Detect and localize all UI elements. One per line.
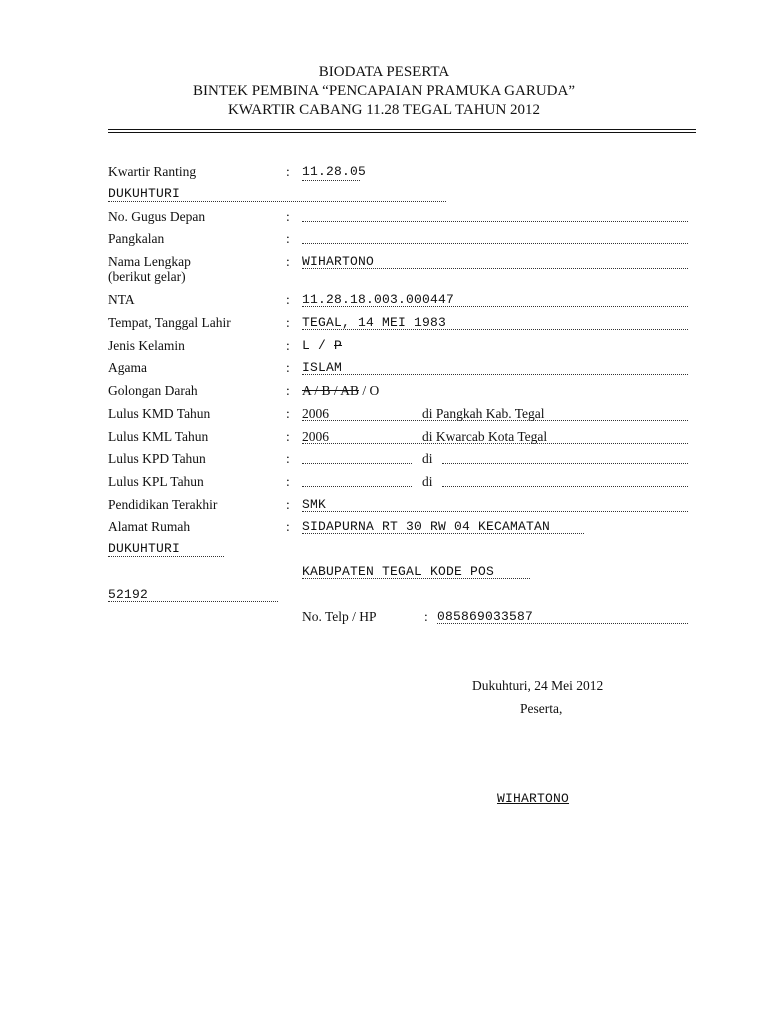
nta-fill [302, 306, 688, 307]
signature-role: Peserta, [520, 701, 563, 716]
telp-fill [437, 623, 688, 624]
gugus-depan-colon: : [286, 209, 290, 224]
pendidikan-value: SMK [302, 497, 327, 512]
kmd-fill [302, 420, 688, 421]
kwartir-ranting-cont-fill [108, 201, 446, 202]
nama-sublabel: (berikut gelar) [108, 269, 186, 284]
kpd-place-fill [442, 463, 688, 464]
gugus-depan-label: No. Gugus Depan [108, 209, 206, 224]
golongan-darah-struck: A / B / AB [302, 383, 360, 398]
telp-label: No. Telp / HP [302, 609, 377, 624]
kml-label: Lulus KML Tahun [108, 429, 209, 444]
header-rule-bottom [108, 132, 696, 133]
kpd-label: Lulus KPD Tahun [108, 451, 206, 466]
kml-place: di Kwarcab Kota Tegal [422, 429, 548, 444]
alamat-postcode-fill [108, 601, 278, 602]
kwartir-ranting-label: Kwartir Ranting [108, 164, 197, 179]
nta-colon: : [286, 292, 290, 307]
nta-label: NTA [108, 292, 135, 307]
agama-colon: : [286, 360, 290, 375]
kmd-label: Lulus KMD Tahun [108, 406, 211, 421]
kml-year: 2006 [302, 429, 329, 444]
alamat-line-2-fill [302, 578, 530, 579]
nta-value: 11.28.18.003.000447 [302, 292, 455, 307]
alamat-continuation-1: DUKUHTURI [108, 541, 181, 556]
jenis-kelamin-option-p: P [334, 338, 343, 353]
jenis-kelamin-option-l: L / [302, 338, 335, 353]
kpl-colon: : [286, 474, 290, 489]
ttl-colon: : [286, 315, 290, 330]
gugus-depan-fill [302, 221, 688, 222]
kpd-colon: : [286, 451, 290, 466]
kmd-colon: : [286, 406, 290, 421]
golongan-darah-selected: / O [359, 383, 380, 398]
kml-colon: : [286, 429, 290, 444]
golongan-darah-value [302, 383, 379, 399]
pendidikan-label: Pendidikan Terakhir [108, 497, 218, 512]
nama-colon: : [286, 254, 290, 269]
kpd-year-fill [302, 463, 412, 464]
pendidikan-fill [302, 511, 688, 512]
kwartir-ranting-value: 11.28.05 [302, 164, 367, 179]
kwartir-ranting-continuation: DUKUHTURI [108, 186, 181, 201]
jenis-kelamin-label: Jenis Kelamin [108, 338, 185, 353]
alamat-line-2: KABUPATEN TEGAL KODE POS [302, 564, 495, 579]
nama-value: WIHARTONO [302, 254, 375, 269]
kmd-place: di Pangkah Kab. Tegal [422, 406, 545, 421]
kmd-year: 2006 [302, 406, 329, 421]
golongan-darah-label: Golongan Darah [108, 383, 198, 398]
signature-place-date: Dukuhturi, 24 Mei 2012 [472, 678, 604, 693]
ttl-value: TEGAL, 14 MEI 1983 [302, 315, 447, 330]
golongan-darah-colon: : [286, 383, 290, 398]
agama-value: ISLAM [302, 360, 343, 375]
telp-value: 085869033587 [437, 609, 534, 624]
kpl-label: Lulus KPL Tahun [108, 474, 204, 489]
kpl-year-fill [302, 486, 412, 487]
pangkalan-fill [302, 243, 688, 244]
jenis-kelamin-colon: : [286, 338, 290, 353]
pendidikan-colon: : [286, 497, 290, 512]
pangkalan-label: Pangkalan [108, 231, 165, 246]
doc-subtitle-2: KWARTIR CABANG 11.28 TEGAL TAHUN 2012 [227, 102, 541, 118]
ttl-fill [302, 329, 688, 330]
ttl-label: Tempat, Tanggal Lahir [108, 315, 231, 330]
alamat-label: Alamat Rumah [108, 519, 191, 534]
alamat-colon: : [286, 519, 290, 534]
agama-label: Agama [108, 360, 147, 375]
kpd-di: di [422, 451, 433, 466]
signature-name: WIHARTONO [497, 791, 570, 806]
pangkalan-colon: : [286, 231, 290, 246]
nama-label: Nama Lengkap [108, 254, 191, 269]
header-rule-top [108, 129, 696, 130]
doc-subtitle: BINTEK PEMBINA “PENCAPAIAN PRAMUKA GARUDA” [193, 83, 575, 99]
alamat-cont-1-fill [108, 556, 224, 557]
alamat-postcode: 52192 [108, 587, 149, 602]
kpl-di: di [422, 474, 433, 489]
jenis-kelamin-value [302, 338, 342, 354]
agama-fill [302, 374, 688, 375]
nama-fill [302, 268, 688, 269]
alamat-line-1: SIDAPURNA RT 30 RW 04 KECAMATAN [302, 519, 551, 534]
kwartir-ranting-colon: : [286, 164, 290, 179]
kwartir-ranting-fill [302, 180, 360, 181]
doc-title: BIODATA PESERTA [318, 64, 450, 80]
telp-colon: : [424, 609, 428, 624]
kml-fill [302, 443, 688, 444]
alamat-line-1-fill [302, 533, 584, 534]
kpl-place-fill [442, 486, 688, 487]
